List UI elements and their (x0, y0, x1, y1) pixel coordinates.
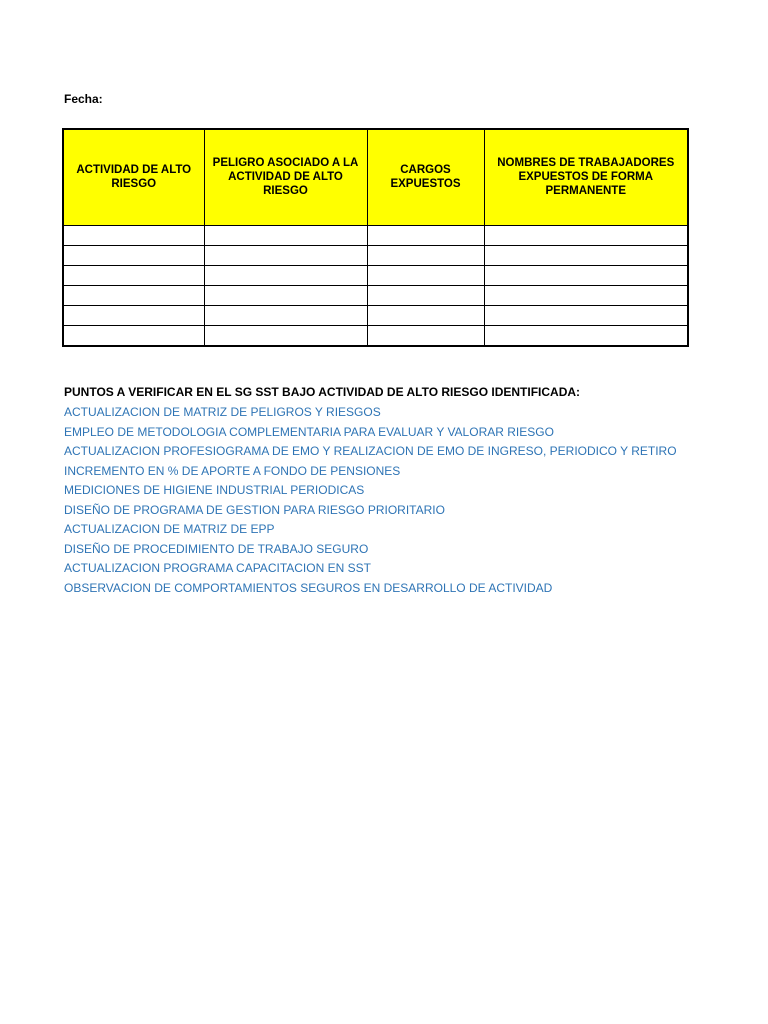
table-cell[interactable] (63, 305, 204, 325)
header-actividad: ACTIVIDAD DE ALTO RIESGO (63, 129, 204, 225)
verification-title: PUNTOS A VERIFICAR EN EL SG SST BAJO ACTIVIDAD DE ALTO RIESGO IDENTIFICADA: (64, 385, 581, 399)
table-cell[interactable] (484, 305, 688, 325)
header-cargos: CARGOS EXPUESTOS (367, 129, 484, 225)
list-item: OBSERVACION DE COMPORTAMIENTOS SEGUROS EN DESARROLLO DE ACTIVIDAD (64, 580, 553, 595)
high-risk-activity-table (62, 128, 689, 347)
table-cell[interactable] (204, 305, 367, 325)
table-cell[interactable] (484, 325, 688, 346)
table-cell[interactable] (367, 325, 484, 346)
header-peligro: PELIGRO ASOCIADO A LA ACTIVIDAD DE ALTO RIESGO (204, 129, 367, 225)
date-label: Fecha: (64, 92, 103, 106)
table-cell[interactable] (484, 285, 688, 305)
table-header-row (63, 129, 688, 225)
table-cell[interactable] (204, 265, 367, 285)
table-cell[interactable] (63, 265, 204, 285)
table-cell[interactable] (484, 265, 688, 285)
table-cell[interactable] (367, 225, 484, 245)
table-row (63, 225, 688, 245)
table-cell[interactable] (484, 245, 688, 265)
table-cell[interactable] (63, 325, 204, 346)
table-row (63, 245, 688, 265)
table-cell[interactable] (204, 245, 367, 265)
table-cell[interactable] (63, 245, 204, 265)
table-row (63, 265, 688, 285)
header-nombres: NOMBRES DE TRABAJADORES EXPUESTOS DE FORMA PERMANENTE (484, 129, 688, 225)
table-cell[interactable] (367, 245, 484, 265)
table-cell[interactable] (204, 325, 367, 346)
list-item: ACTUALIZACION PROFESIOGRAMA DE EMO Y REALIZACION DE EMO DE INGRESO, PERIODICO Y RETIRO (64, 444, 677, 458)
verification-section (64, 384, 754, 598)
list-item: DISEÑO DE PROGRAMA DE GESTION PARA RIESGO PRIORITARIO (64, 502, 445, 517)
table-cell[interactable] (204, 285, 367, 305)
table-cell[interactable] (367, 285, 484, 305)
list-item: ACTUALIZACION PROGRAMA CAPACITACION EN SST (64, 561, 371, 575)
verification-list (64, 403, 754, 598)
list-item: EMPLEO DE METODOLOGIA COMPLEMENTARIA PARA EVALUAR Y VALORAR RIESGO (64, 424, 554, 439)
table-row (63, 305, 688, 325)
list-item: ACTUALIZACION DE MATRIZ DE PELIGROS Y RIESGOS (64, 405, 381, 419)
table-cell[interactable] (367, 265, 484, 285)
table-row (63, 285, 688, 305)
table-cell[interactable] (63, 285, 204, 305)
list-item: DISEÑO DE PROCEDIMIENTO DE TRABAJO SEGURO (64, 541, 369, 556)
list-item: MEDICIONES DE HIGIENE INDUSTRIAL PERIODICAS (64, 483, 365, 497)
table-cell[interactable] (204, 225, 367, 245)
table-cell[interactable] (63, 225, 204, 245)
list-item: ACTUALIZACION DE MATRIZ DE EPP (64, 522, 275, 536)
table-cell[interactable] (484, 225, 688, 245)
list-item: INCREMENTO EN % DE APORTE A FONDO DE PENSIONES (64, 463, 401, 478)
table-row (63, 325, 688, 346)
table-cell[interactable] (367, 305, 484, 325)
